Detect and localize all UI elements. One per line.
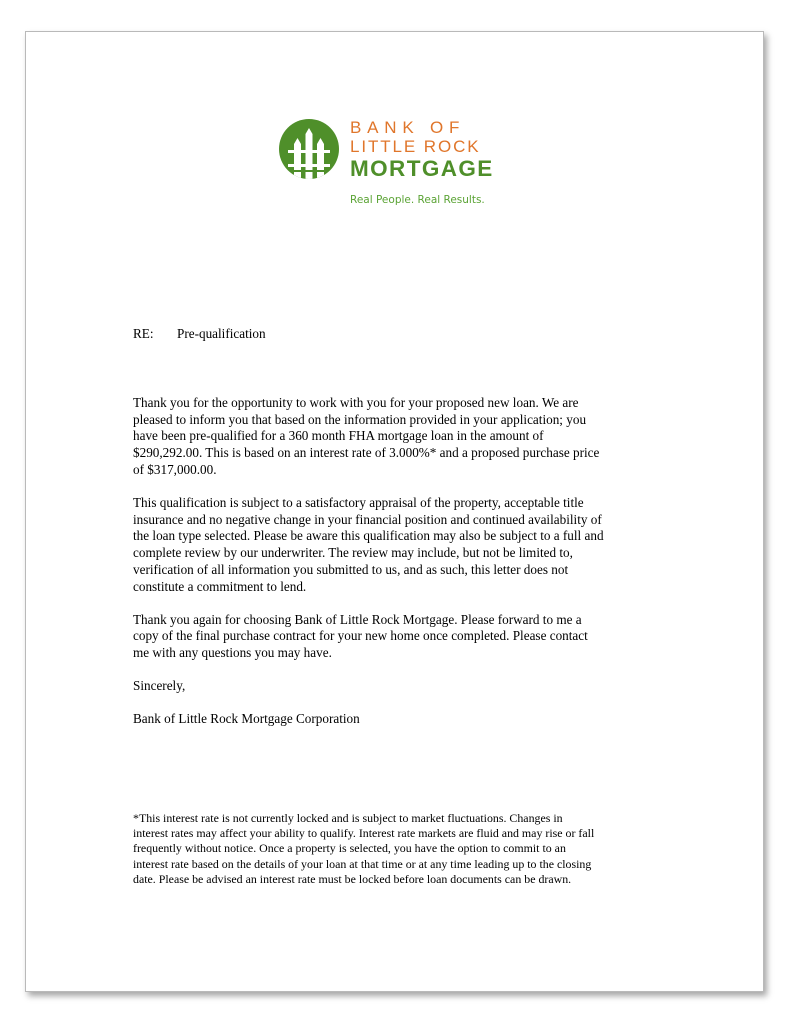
interest-rate-footnote	[133, 811, 673, 887]
paragraph-thank-you	[133, 612, 663, 662]
paragraph-line: complete review by our underwriter. The review may include, but not be limited to,	[133, 545, 573, 561]
closing: Sincerely,	[133, 677, 186, 693]
paragraph-line: pleased to inform you that based on the information provided in your application; you	[133, 411, 587, 427]
re-subject: Pre-qualification	[177, 326, 266, 341]
paragraph-line: Thank you again for choosing Bank of Little Rock Mortgage. Please forward to me a	[133, 611, 582, 627]
bank-logo	[278, 118, 540, 214]
footnote-line: *This interest rate is not currently locked and is subject to market fluctuations. Changes in	[133, 811, 563, 825]
paragraph-line: insurance and no negative change in your financial position and continued availability of	[133, 511, 602, 527]
re-label: RE:	[133, 326, 154, 341]
paragraph-conditions	[133, 495, 663, 596]
logo-line-little-rock: LITTLE ROCK	[350, 137, 481, 156]
paragraph-line: This qualification is subject to a satisfactory appraisal of the property, acceptable title	[133, 494, 584, 510]
paragraph-line: of $317,000.00.	[133, 461, 217, 477]
letter-page	[25, 31, 764, 992]
logo-line-bank-of: BANK OF	[350, 118, 466, 137]
footnote-line: frequently without notice. Once a property is selected, you have the option to commit to an	[133, 841, 566, 856]
signature: Bank of Little Rock Mortgage Corporation	[133, 710, 360, 726]
logo-tagline: Real People. Real Results.	[350, 194, 485, 206]
paragraph-line: me with any questions you may have.	[133, 645, 332, 661]
letter-body	[133, 326, 663, 728]
footnote-line: interest rate based on the details of your loan at that time or at any time leading up to the closing	[133, 856, 592, 871]
picket-fence-circle-icon	[278, 118, 340, 180]
paragraph-line: have been pre-qualified for a 360 month FHA mortgage loan in the amount of	[133, 428, 544, 444]
paragraph-line: copy of the final purchase contract for your new home once completed. Please contact	[133, 628, 588, 644]
re-line	[133, 326, 663, 343]
paragraph-line: $290,292.00. This is based on an interest rate of 3.000%* and a proposed purchase price	[133, 445, 600, 461]
paragraph-line: the loan type selected. Please be aware this qualification may also be subject to a full and	[133, 528, 604, 544]
paragraph-loan-details	[133, 395, 663, 479]
logo-line-mortgage: MORTGAGE	[350, 156, 494, 181]
paragraph-line: verification of all information you submitted to us, and as such, this letter does not	[133, 561, 569, 577]
footnote-line: date. Please be advised an interest rate must be locked before loan documents can be drawn.	[133, 871, 572, 886]
footnote-line: interest rates may affect your ability to qualify. Interest rate markets are fluid and may rise or fall	[133, 826, 595, 841]
paragraph-line: constitute a commitment to lend.	[133, 578, 307, 594]
paragraph-line: Thank you for the opportunity to work with you for your proposed new loan. We are	[133, 394, 579, 410]
